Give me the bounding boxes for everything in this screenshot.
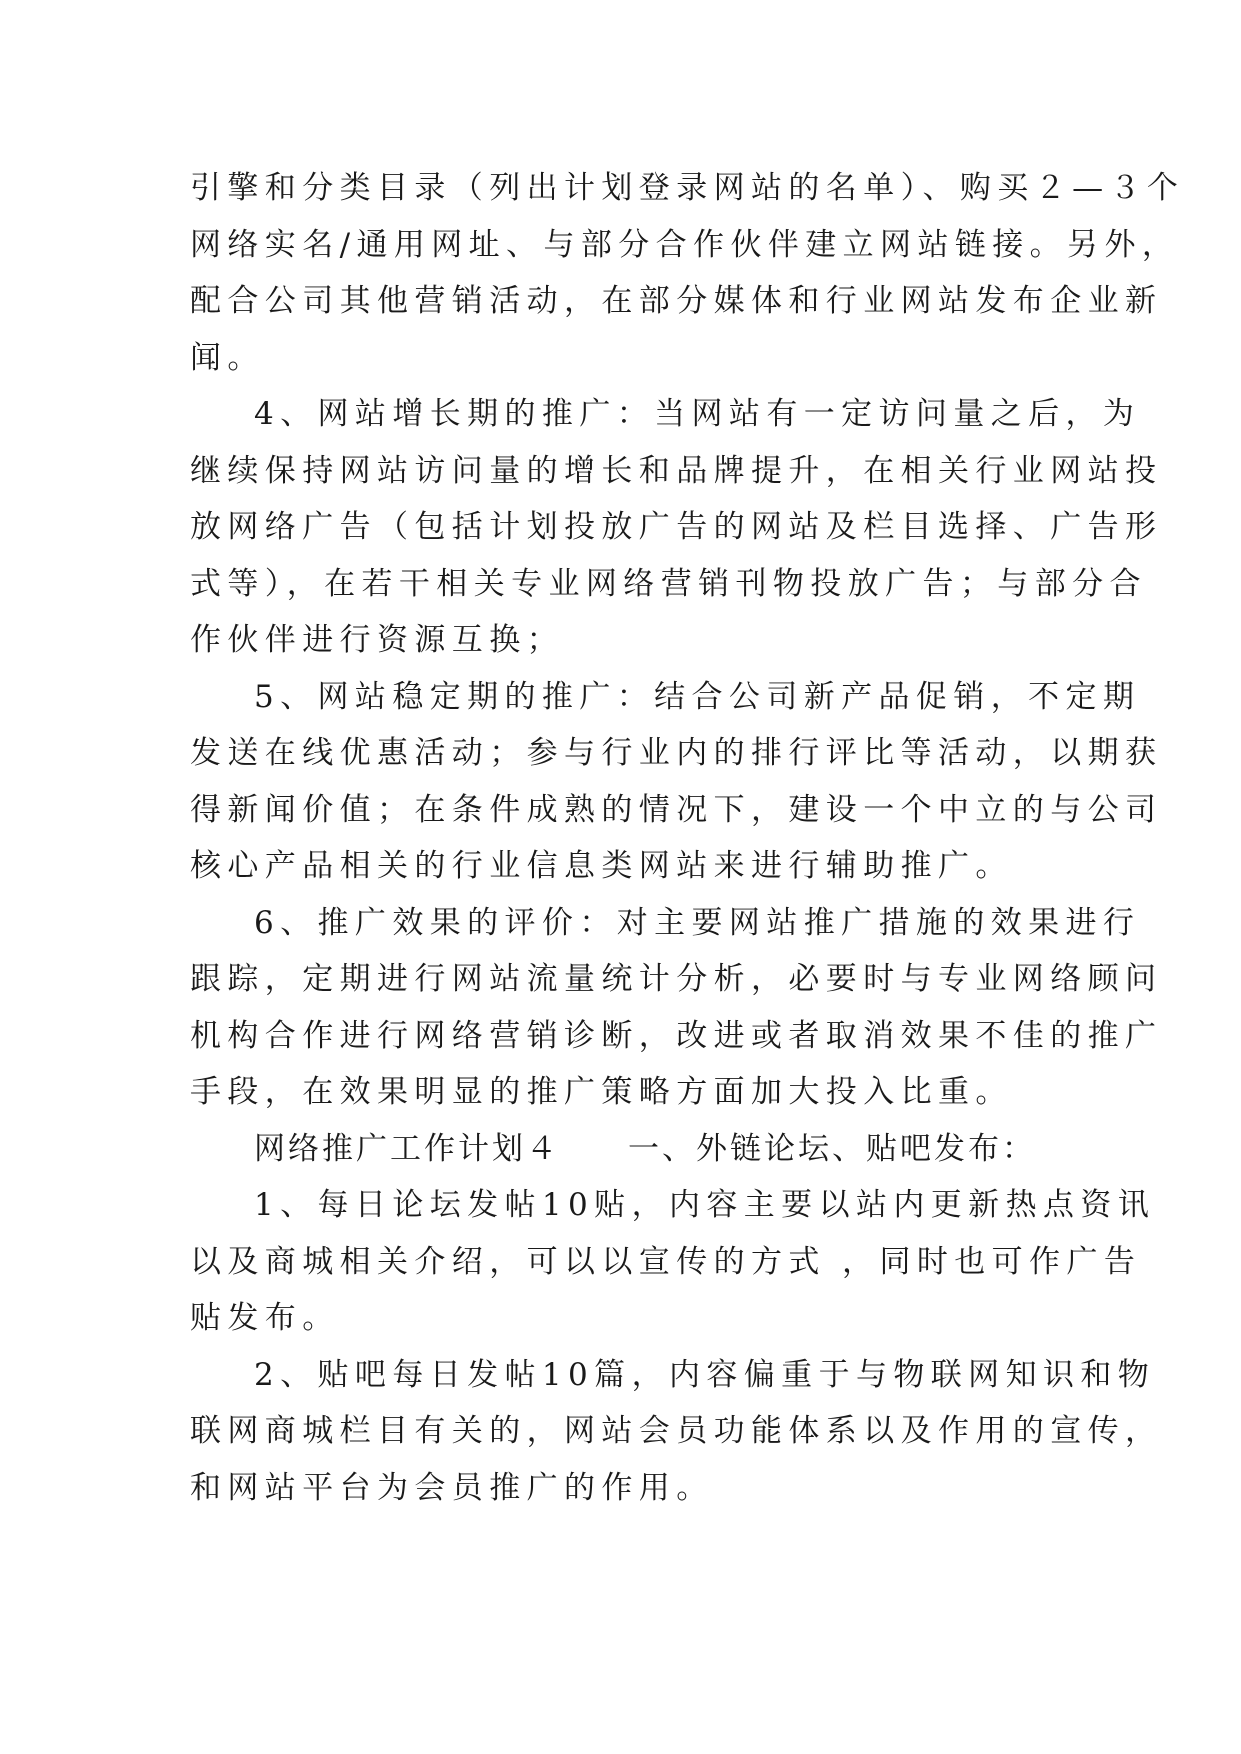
paragraph-tieba-posting xyxy=(190,1347,1163,1517)
text-line: 2、贴吧每日发帖10篇，内容偏重于与物联网知识和物 xyxy=(254,1356,1156,1393)
text-line: 联网商城栏目有关的，网站会员功能体系以及作用的宣传， xyxy=(190,1413,1163,1449)
text-line: 放网络广告（包括计划投放广告的网站及栏目选择、广告形 xyxy=(190,509,1163,545)
text-line: 跟踪，定期进行网站流量统计分析，必要时与专业网络顾问 xyxy=(190,961,1163,997)
text-line: 闻。 xyxy=(190,339,265,376)
paragraph-growth-stage xyxy=(190,386,1163,669)
text-line: 发送在线优惠活动；参与行业内的排行评比等活动，以期获 xyxy=(190,735,1163,771)
paragraph-directory-listing xyxy=(190,160,1185,386)
text-line: 继续保持网站访问量的增长和品牌提升，在相关行业网站投 xyxy=(190,452,1163,489)
text-line: 网络实名/通用网址、与部分合作伙伴建立网站链接。另外， xyxy=(190,226,1180,263)
text-line: 作伙伴进行资源互换； xyxy=(190,622,564,658)
paragraph-stable-stage xyxy=(190,669,1163,895)
document-page xyxy=(190,160,1185,1516)
paragraph-forum-posting xyxy=(190,1177,1156,1347)
text-line: 式等），在若干相关专业网络营销刊物投放广告；与部分合 xyxy=(190,565,1147,602)
text-line: 核心产品相关的行业信息类网站来进行辅助推广。 xyxy=(190,848,1013,884)
paragraph-evaluation xyxy=(190,895,1163,1121)
text-line: 以及商城相关介绍，可以以宣传的方式 ，同时也可作广告 xyxy=(190,1243,1142,1280)
text-line: 手段，在效果明显的推广策略方面加大投入比重。 xyxy=(190,1074,1013,1110)
text-line: 6、推广效果的评价：对主要网站推广措施的效果进行 xyxy=(254,904,1141,941)
text-line: 引擎和分类目录（列出计划登录网站的名单）、购买２—３个 xyxy=(190,170,1185,206)
text-line: 5、网站稳定期的推广：结合公司新产品促销，不定期 xyxy=(254,678,1141,715)
text-line: 1、每日论坛发帖10贴，内容主要以站内更新热点资讯 xyxy=(254,1187,1156,1223)
text-line: 4、网站增长期的推广：当网站有一定访问量之后，为 xyxy=(254,396,1141,432)
text-line: 得新闻价值；在条件成熟的情况下，建设一个中立的与公司 xyxy=(190,791,1163,828)
text-line: 网络推广工作计划４ 一、外链论坛、贴吧发布： xyxy=(254,1130,1036,1167)
text-line: 和网站平台为会员推广的作用。 xyxy=(190,1469,714,1506)
text-line: 贴发布。 xyxy=(190,1300,340,1336)
section-heading xyxy=(190,1121,1060,1178)
text-line: 机构合作进行网络营销诊断，改进或者取消效果不佳的推广 xyxy=(190,1017,1163,1054)
text-line: 配合公司其他营销活动，在部分媒体和行业网站发布企业新 xyxy=(190,283,1163,319)
